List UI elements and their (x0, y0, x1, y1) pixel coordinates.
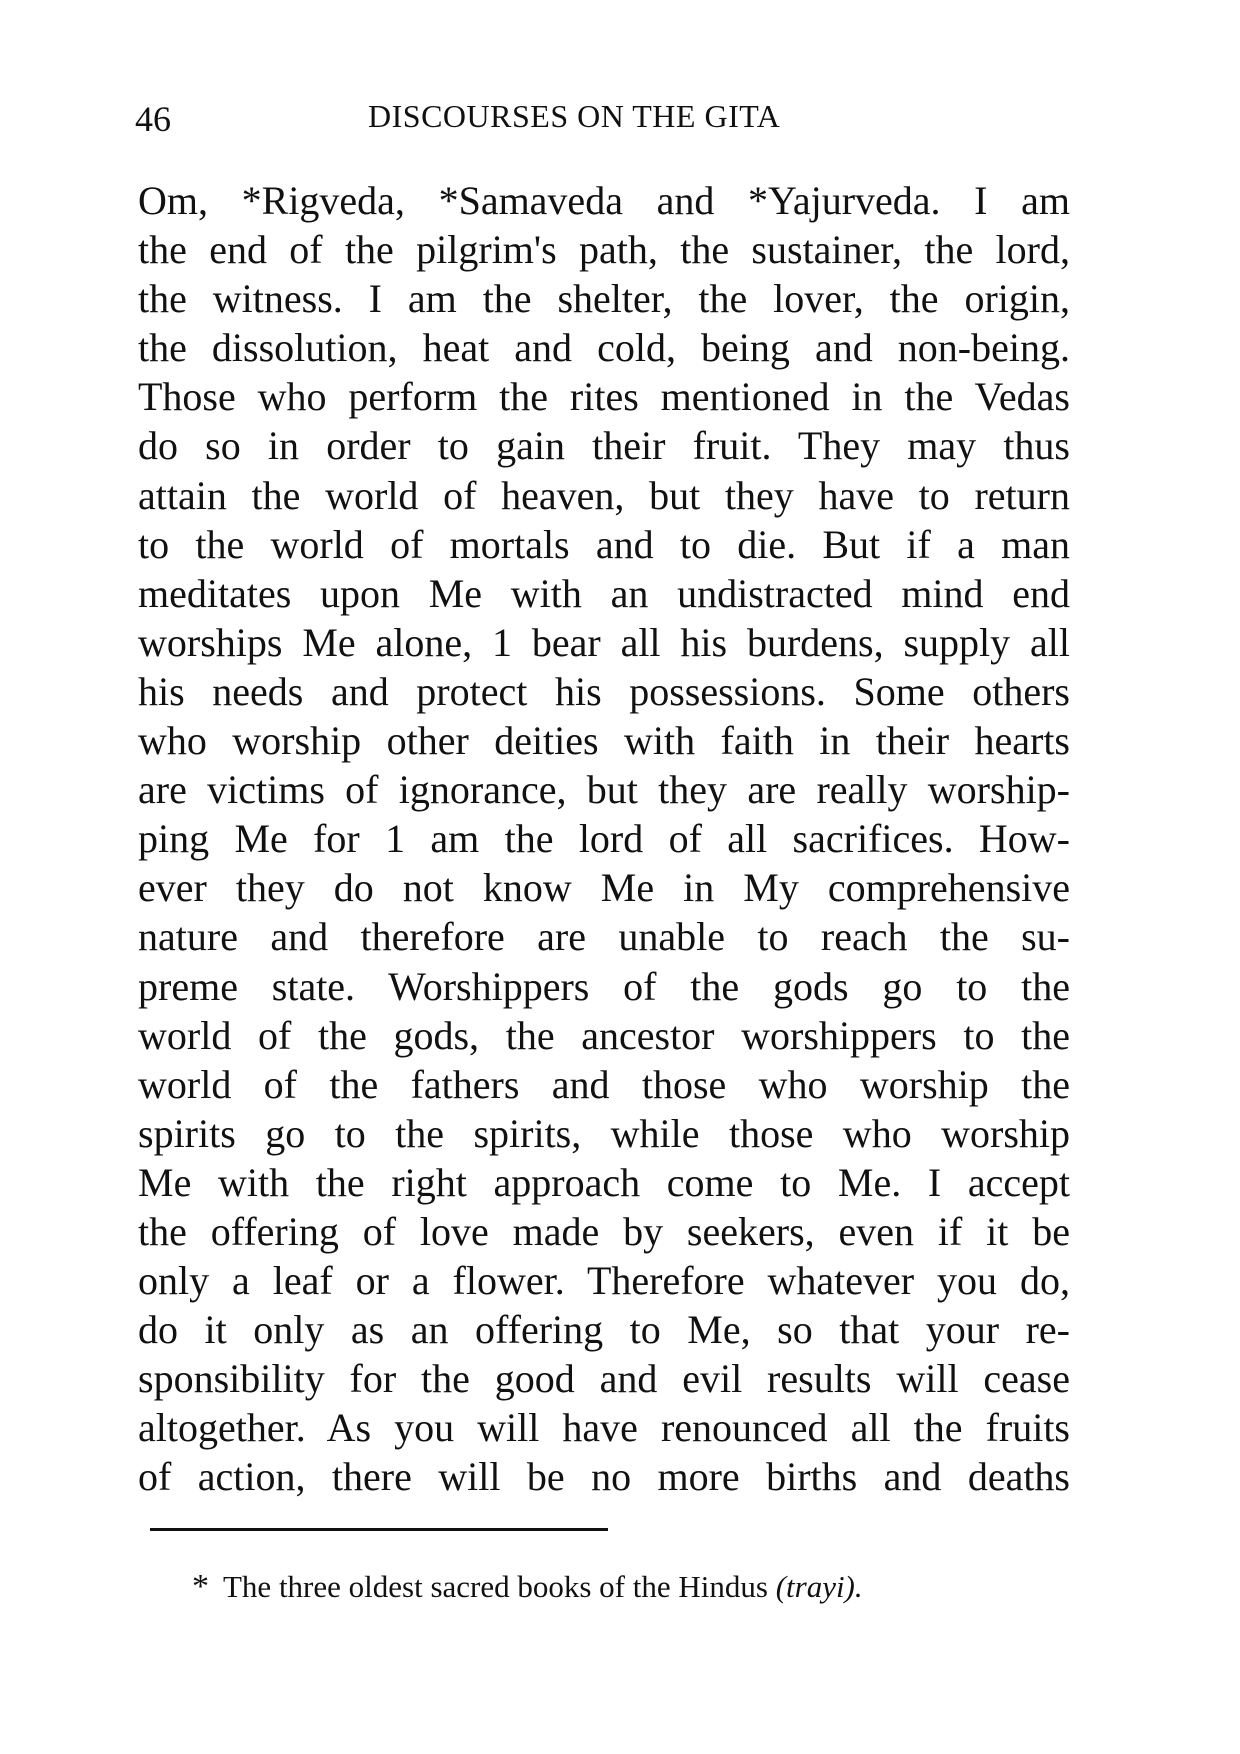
footnote (192, 1568, 863, 1606)
text-line: Om, *Rigveda, *Samaveda and *Yajurveda. I am (138, 178, 1070, 223)
text-line: preme state. Worshippers of the gods go to the (138, 963, 1070, 1009)
text-line: Me with the right approach come to Me. I accept (138, 1159, 1070, 1205)
text-line: ever they do not know Me in My comprehensive (138, 865, 1070, 911)
text-line: only a leaf or a flower. Therefore whatever you do, (138, 1258, 1070, 1304)
text-line: meditates upon Me with an undistracted mind end (138, 570, 1070, 616)
text-line: sponsibility for the good and evil results will cease (138, 1356, 1070, 1402)
running-title: DISCOURSES ON THE GITA (368, 98, 781, 134)
text-line: worships Me alone, 1 bear all his burdens, supply all (138, 619, 1070, 665)
text-line: attain the world of heaven, but they have to return (138, 472, 1070, 518)
text-line: of action, there will be no more births and deaths (138, 1454, 1070, 1500)
text-line: world of the gods, the ancestor worshippers to the (138, 1012, 1070, 1058)
text-line: spirits go to the spirits, while those who worship (138, 1110, 1070, 1156)
text-line: to the world of mortals and to die. But if a man (138, 521, 1070, 567)
footnote-italic-term: (trayi). (775, 1569, 863, 1604)
text-line: ping Me for 1 am the lord of all sacrifices. How- (138, 816, 1070, 862)
page-number: 46 (135, 99, 171, 139)
text-line: his needs and protect his possessions. Some others (138, 668, 1070, 714)
text-line: who worship other deities with faith in their hearts (138, 718, 1070, 764)
text-line: the witness. I am the shelter, the lover, the origin, (138, 276, 1070, 322)
footnote-text: The three oldest sacred books of the Hindus (223, 1569, 768, 1604)
text-line: do so in order to gain their fruit. They may thus (138, 423, 1070, 469)
text-line: altogether. As you will have renounced all the fruits (138, 1405, 1070, 1451)
text-line: nature and therefore are unable to reach the su- (138, 914, 1070, 960)
text-line: do it only as an offering to Me, so that your re- (138, 1307, 1070, 1353)
text-line: the offering of love made by seekers, even if it be (138, 1208, 1070, 1254)
text-line: the dissolution, heat and cold, being and non-being. (138, 325, 1070, 371)
text-line: Those who perform the rites mentioned in the Vedas (138, 374, 1070, 420)
text-line: the end of the pilgrim's path, the sustainer, the lord, (138, 227, 1070, 273)
text-line: are victims of ignorance, but they are really worship- (138, 767, 1070, 813)
footnote-divider (150, 1528, 608, 1531)
body-text (138, 176, 1070, 1502)
footnote-marker: * (192, 1568, 209, 1605)
text-line: world of the fathers and those who worship the (138, 1061, 1070, 1107)
